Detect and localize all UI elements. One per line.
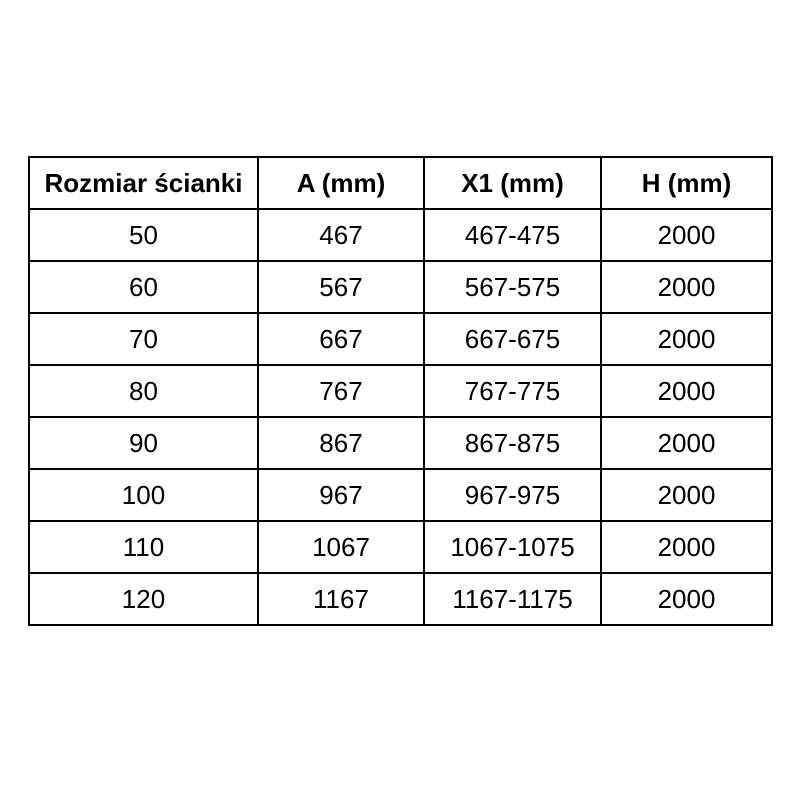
- header-cell-x1-mm: X1 (mm): [424, 157, 601, 209]
- table-cell: 2000: [601, 573, 772, 625]
- table-cell: 2000: [601, 417, 772, 469]
- table-cell: 1067: [258, 521, 424, 573]
- table-cell: 50: [29, 209, 258, 261]
- table-cell: 767: [258, 365, 424, 417]
- table-cell: 60: [29, 261, 258, 313]
- table-cell: 110: [29, 521, 258, 573]
- table-row: [29, 469, 772, 521]
- table-cell: 1067-1075: [424, 521, 601, 573]
- table-row: [29, 573, 772, 625]
- table-cell: 2000: [601, 209, 772, 261]
- table-cell: 667: [258, 313, 424, 365]
- table-row: [29, 417, 772, 469]
- table-cell: 2000: [601, 365, 772, 417]
- table-cell: 2000: [601, 521, 772, 573]
- table-row: [29, 521, 772, 573]
- table-cell: 90: [29, 417, 258, 469]
- table-row: [29, 313, 772, 365]
- table-cell: 1167: [258, 573, 424, 625]
- table-cell: 967: [258, 469, 424, 521]
- table-cell: 967-975: [424, 469, 601, 521]
- header-cell-a-mm: A (mm): [258, 157, 424, 209]
- table-cell: 2000: [601, 469, 772, 521]
- table-row: [29, 365, 772, 417]
- table-cell: 567: [258, 261, 424, 313]
- table-cell: 2000: [601, 261, 772, 313]
- size-spec-table: [28, 156, 773, 626]
- table-cell: 767-775: [424, 365, 601, 417]
- table-cell: 867-875: [424, 417, 601, 469]
- table-row: [29, 209, 772, 261]
- header-cell-h-mm: H (mm): [601, 157, 772, 209]
- table-cell: 467: [258, 209, 424, 261]
- table-row: [29, 261, 772, 313]
- table-cell: 567-575: [424, 261, 601, 313]
- table-header-row: [29, 157, 772, 209]
- table-cell: 2000: [601, 313, 772, 365]
- table-cell: 667-675: [424, 313, 601, 365]
- table-cell: 80: [29, 365, 258, 417]
- table-cell: 120: [29, 573, 258, 625]
- table-cell: 70: [29, 313, 258, 365]
- table-cell: 867: [258, 417, 424, 469]
- table-cell: 100: [29, 469, 258, 521]
- header-cell-rozmiar-scianki: Rozmiar ścianki: [29, 157, 258, 209]
- table-cell: 1167-1175: [424, 573, 601, 625]
- table-cell: 467-475: [424, 209, 601, 261]
